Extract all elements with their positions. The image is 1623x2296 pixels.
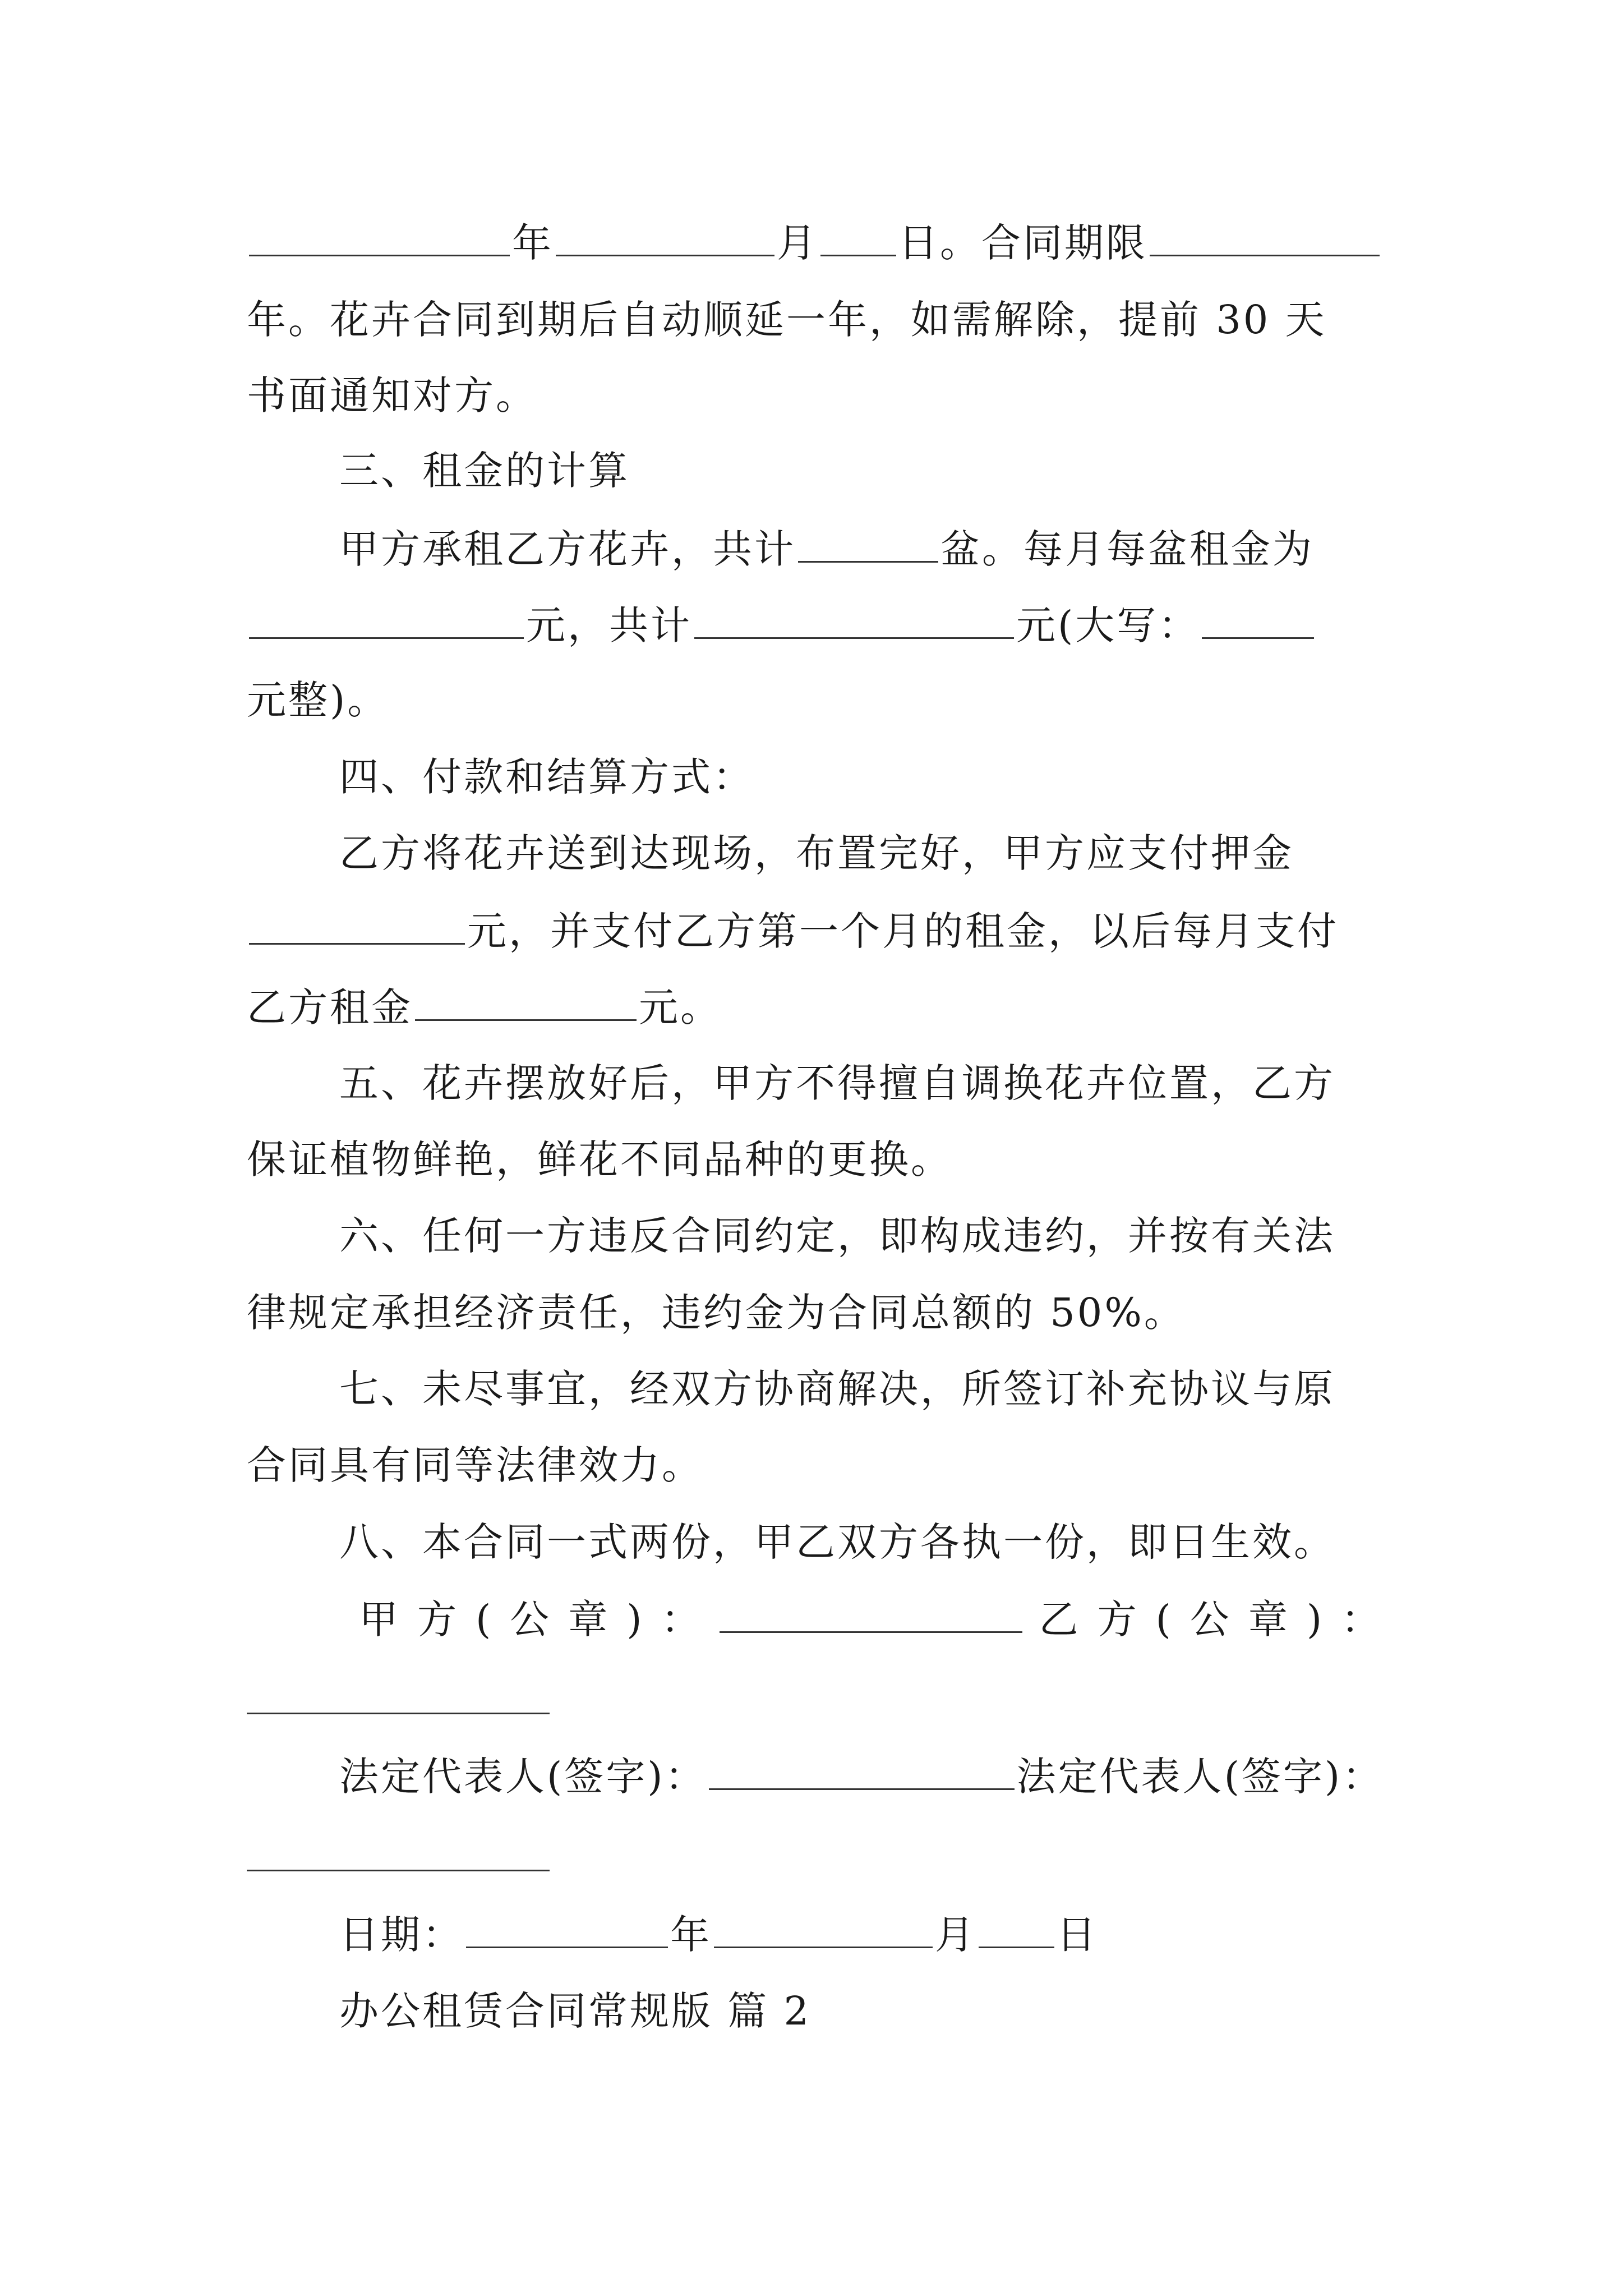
text-segment: 盆。每月每盆租金为 <box>940 526 1314 572</box>
section-heading: 四、付款和结算方式： <box>339 754 754 800</box>
paragraph-line: 五、花卉摆放好后，甲方不得擅自调换花卉位置，乙方 <box>339 1060 1335 1106</box>
paragraph-line: 年。花卉合同到期后自动顺延一年，如需解除，提前 30 天 <box>247 297 1327 343</box>
party-b-seal-label: 乙方(公章)： <box>1039 1596 1400 1642</box>
blank-year <box>249 211 510 256</box>
party-b-rep-label: 法定代表人(签字)： <box>1016 1754 1384 1800</box>
paragraph-line: 六、任何一方违反合同约定，即构成违约，并按有关法 <box>339 1213 1335 1259</box>
paragraph-line: 七、未尽事宜，经双方协商解决，所签订补充协议与原 <box>339 1366 1335 1412</box>
paragraph-line <box>247 593 1380 655</box>
blank-total <box>694 593 1014 639</box>
blank-unit-rent <box>249 593 524 639</box>
blank-party-a-seal <box>720 1588 1022 1633</box>
paragraph-line: 保证植物鲜艳，鲜花不同品种的更换。 <box>247 1137 952 1182</box>
paragraph-line: 乙方将花卉送到达现场，布置完好，甲方应支付押金 <box>339 830 1294 876</box>
blank-term <box>1150 211 1380 256</box>
section-heading: 三、租金的计算 <box>339 448 630 494</box>
date-label: 日期： <box>339 1912 464 1958</box>
representative-line <box>339 1745 1384 1806</box>
blank-party-a-rep <box>709 1745 1015 1790</box>
next-section-title: 办公租赁合同常规版 篇 2 <box>339 1988 811 2034</box>
text-segment: 月 <box>935 1912 976 1958</box>
party-a-rep-label: 法定代表人(签字)： <box>339 1754 707 1800</box>
text-term: 日。合同期限 <box>898 220 1147 266</box>
paragraph-line <box>339 517 1380 579</box>
text-segment: 元(大写： <box>1016 602 1200 648</box>
text-segment: 元，共计 <box>526 602 692 648</box>
blank-day <box>820 211 896 256</box>
term-line <box>247 211 1380 273</box>
paragraph-line: 律规定承担经济责任，违约金为合同总额的 50%。 <box>247 1290 1186 1336</box>
paragraph-line: 书面通知对方。 <box>247 372 537 418</box>
paragraph-line <box>247 899 1380 961</box>
paragraph-line: 合同具有同等法律效力。 <box>247 1442 703 1488</box>
blank-date-month <box>714 1903 933 1948</box>
text-segment: 年 <box>670 1912 712 1958</box>
blank-deposit <box>249 899 465 945</box>
blank-total-words <box>1202 593 1314 639</box>
blank-monthly-rent <box>415 976 637 1021</box>
text-segment: 日 <box>1057 1912 1098 1958</box>
blank-party-b-seal <box>247 1713 550 1714</box>
date-line <box>339 1903 1380 1964</box>
blank-date-year <box>466 1903 668 1948</box>
party-a-seal-label: 甲方(公章)： <box>359 1596 720 1642</box>
text-segment: 甲方承租乙方花卉，共计 <box>339 526 796 572</box>
text-segment: 乙方租金 <box>247 984 413 1030</box>
blank-date-day <box>979 1903 1054 1948</box>
seal-line <box>359 1588 1400 1649</box>
text-segment: 元。 <box>639 984 722 1030</box>
blank-month <box>556 211 774 256</box>
paragraph-line <box>247 976 1380 1037</box>
text-year: 年 <box>512 220 554 266</box>
text-month: 月 <box>777 220 818 266</box>
blank-party-b-rep <box>247 1870 550 1871</box>
text-segment: 元，并支付乙方第一个月的租金，以后每月支付 <box>467 908 1339 954</box>
blank-pot-count <box>798 517 938 563</box>
paragraph-line: 八、本合同一式两份，甲乙双方各执一份，即日生效。 <box>339 1519 1335 1565</box>
paragraph-line: 元整)。 <box>247 677 389 723</box>
